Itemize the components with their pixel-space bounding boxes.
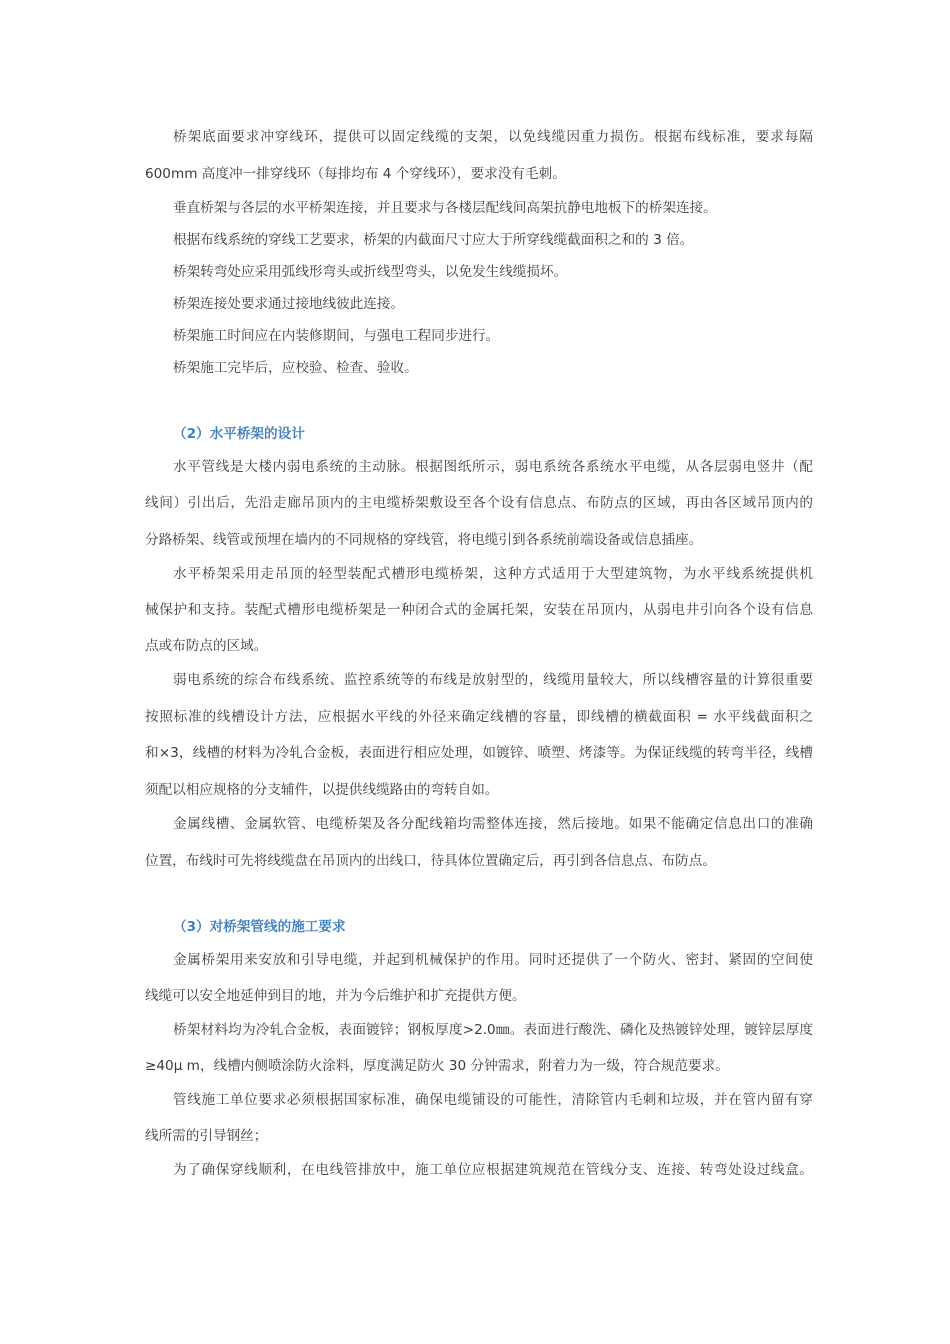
paragraph-line: 分路桥架、线管或预埋在墙内的不同规格的穿线管，将电缆引到各系统前端设备或信息插座。 — [145, 532, 703, 548]
paragraph-line: 线所需的引导钢丝； — [145, 1128, 268, 1144]
paragraph-line: 点或布防点的区域。 — [145, 638, 268, 654]
paragraph-line: 桥架施工时间应在内装修期间，与强电工程同步进行。 — [173, 328, 500, 344]
paragraph-line: 须配以相应规格的分支辅件，以提供线缆路由的弯转自如。 — [145, 782, 499, 798]
paragraph-line: 为了确保穿线顺利，在电线管排放中，施工单位应根据建筑规范在管线分支、连接、转弯处设过线盒。 — [173, 1162, 813, 1178]
paragraph-line: 位置，布线时可先将线缆盘在吊顶内的出线口，待具体位置确定后，再引到各信息点、布防点。 — [145, 853, 716, 869]
paragraph-line: 桥架底面要求冲穿线环，提供可以固定线缆的支架，以免线缆因重力损伤。根据布线标准，要求每隔 — [173, 129, 813, 145]
paragraph-line: 桥架转弯处应采用弧线形弯头或折线型弯头，以免发生线缆损坏。 — [173, 264, 568, 280]
paragraph-line: 垂直桥架与各层的水平桥架连接，并且要求与各楼层配线间高架抗静电地板下的桥架连接。 — [173, 200, 717, 216]
paragraph-line: 弱电系统的综合布线系统、监控系统等的布线是放射型的，线缆用量较大，所以线槽容量的计算很重要 — [173, 672, 813, 688]
paragraph-line: 械保护和支持。装配式槽形电缆桥架是一种闭合式的金属托架，安装在吊顶内，从弱电井引向各个设有信息 — [145, 602, 813, 618]
paragraph-line: 线间）引出后，先沿走廊吊顶内的主电缆桥架敷设至各个设有信息点、布防点的区域，再由各区域吊顶内的 — [145, 495, 813, 511]
paragraph-line: 根据布线系统的穿线工艺要求，桥架的内截面尺寸应大于所穿线缆截面积之和的 3 倍。 — [173, 232, 694, 248]
paragraph-line: 管线施工单位要求必须根据国家标准，确保电缆铺设的可能性，清除管内毛刺和垃圾，并在管内留有穿 — [173, 1092, 813, 1108]
paragraph-line: 桥架施工完毕后，应校验、检查、验收。 — [173, 360, 418, 376]
paragraph-line: 600mm 高度冲一排穿线环（每排均布 4 个穿线环），要求没有毛刺。 — [145, 166, 566, 182]
paragraph-line: 按照标准的线槽设计方法，应根据水平线的外径来确定线槽的容量，即线槽的横截面积 = 水平线截面积之 — [145, 709, 813, 725]
paragraph-line: 金属桥架用来安放和引导电缆，并起到机械保护的作用。同时还提供了一个防火、密封、紧固的空间使 — [173, 952, 813, 968]
paragraph-line: 金属线槽、金属软管、电缆桥架及各分配线箱均需整体连接，然后接地。如果不能确定信息出口的准确 — [173, 816, 813, 832]
section-heading: （2）水平桥架的设计 — [173, 426, 305, 442]
section-heading: （3）对桥架管线的施工要求 — [173, 919, 346, 935]
paragraph-line: ≥40μ m，线槽内侧喷涂防火涂料，厚度满足防火 30 分钟需求，附着力为一级，符合规范要求。 — [145, 1058, 729, 1074]
paragraph-line: 桥架材料均为冷轧合金板，表面镀锌；钢板厚度>2.0㎜。表面进行酸洗、磷化及热镀锌处理，镀锌层厚度 — [173, 1022, 813, 1038]
paragraph-line: 线缆可以安全地延伸到目的地，并为今后维护和扩充提供方便。 — [145, 988, 526, 1004]
paragraph-line: 桥架连接处要求通过接地线彼此连接。 — [173, 296, 405, 312]
paragraph-line: 水平管线是大楼内弱电系统的主动脉。根据图纸所示，弱电系统各系统水平电缆，从各层弱电竖井（配 — [173, 459, 813, 475]
paragraph-line: 水平桥架采用走吊顶的轻型装配式槽形电缆桥架，这种方式适用于大型建筑物，为水平线系统提供机 — [173, 566, 813, 582]
paragraph-line: 和×3，线槽的材料为冷轧合金板，表面进行相应处理，如镀锌、喷塑、烤漆等。为保证线缆的转弯半径，线槽 — [145, 745, 813, 761]
